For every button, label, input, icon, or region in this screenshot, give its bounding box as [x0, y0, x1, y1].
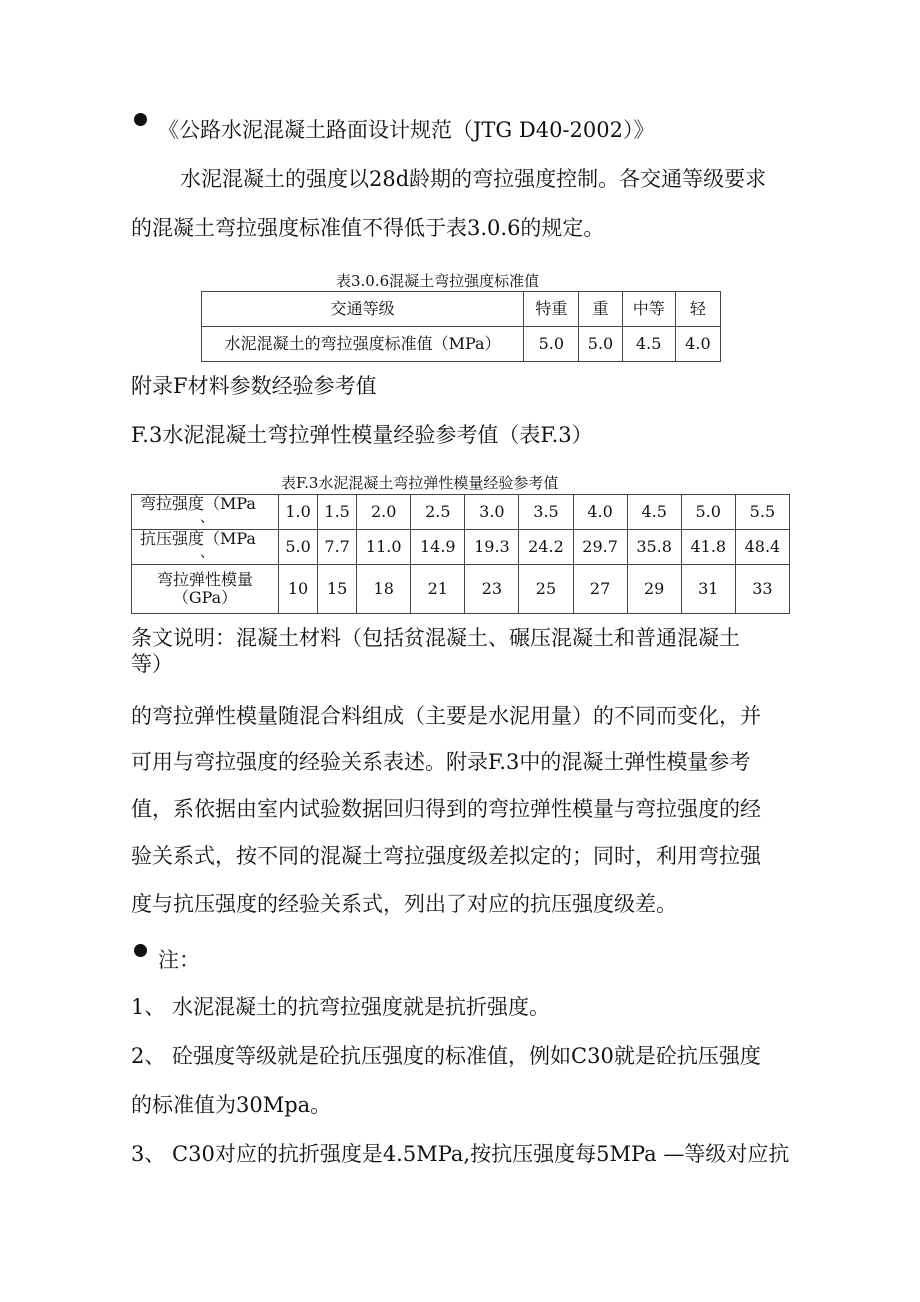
table-cell: 3.5	[519, 495, 573, 530]
table-cell: 1.0	[279, 495, 318, 530]
explanation-line: 值，系依据由室内试验数据回归得到的弯拉弹性模量与弯拉强度的经	[131, 797, 761, 821]
note-line: 的标准值为30Mpa。	[131, 1093, 332, 1117]
explanation-line: 条文说明：混凝土材料（包括贫混凝土、碾压混凝土和普通混凝土	[131, 626, 740, 650]
table-cell: 重	[579, 292, 622, 327]
table-cell: 10	[279, 565, 318, 614]
note-line: 1、 水泥混凝土的抗弯拉强度就是抗折强度。	[131, 995, 551, 1019]
explanation-line: 等）	[131, 652, 173, 676]
explanation-line: 度与抗压强度的经验关系式，列出了对应的抗压强度级差。	[131, 892, 677, 916]
table-row	[202, 292, 721, 327]
table-cell: 4.5	[627, 495, 681, 530]
row-label	[132, 530, 279, 565]
bullet-icon	[134, 113, 147, 126]
table-cell: 31	[681, 565, 735, 614]
table2	[131, 494, 790, 614]
subsection-title: F.3水泥混凝土弯拉弹性模量经验参考值（表F.3）	[131, 423, 593, 447]
row-label-text: 弯拉弹性模量	[156, 570, 253, 589]
table-cell: 24.2	[519, 530, 573, 565]
table-row	[202, 327, 721, 362]
row-label-mark: 、	[200, 510, 214, 526]
table-cell: 41.8	[681, 530, 735, 565]
explanation-line: 可用与弯拉强度的经验关系表述。附录F.3中的混凝土弹性模量参考	[131, 750, 751, 774]
explanation-line: 验关系式，按不同的混凝土弯拉强度级差拟定的；同时，利用弯拉强	[131, 844, 761, 868]
bullet-icon	[134, 944, 147, 957]
note-line: 2、 砼强度等级就是砼抗压强度的标准值，例如C30就是砼抗压强度	[131, 1044, 761, 1068]
table-cell: 23	[465, 565, 519, 614]
table-cell: 1.5	[318, 495, 357, 530]
table-row	[132, 495, 790, 530]
table-cell: 交通等级	[202, 292, 524, 327]
table-cell: 35.8	[627, 530, 681, 565]
table-cell: 2.0	[357, 495, 411, 530]
row-label-mark: 、	[200, 545, 214, 561]
table-cell: 4.5	[622, 327, 675, 362]
table-cell: 特重	[524, 292, 579, 327]
row-label-text: 抗压强度（MPa	[140, 529, 256, 548]
table-cell: 11.0	[357, 530, 411, 565]
table1	[201, 291, 721, 362]
note-line: 3、 C30对应的抗折强度是4.5MPa,按抗压强度每5MPa —等级对应抗	[131, 1142, 790, 1166]
table-cell: 18	[357, 565, 411, 614]
table-cell: 轻	[675, 292, 720, 327]
notes-title: 注：	[158, 948, 200, 972]
table-cell: 29	[627, 565, 681, 614]
table-cell: 14.9	[411, 530, 465, 565]
row-label	[132, 565, 279, 614]
explanation-line: 的弯拉弹性模量随混合料组成（主要是水泥用量）的不同而变化，并	[131, 704, 761, 728]
table-cell: 5.0	[579, 327, 622, 362]
paragraph-line: 的混凝土弯拉强度标准值不得低于表3.0.6的规定。	[131, 216, 605, 240]
table-cell: 5.5	[735, 495, 789, 530]
table-cell: 水泥混凝土的弯拉强度标准值（MPa）	[202, 327, 524, 362]
table-cell: 25	[519, 565, 573, 614]
table-cell: 4.0	[573, 495, 627, 530]
table-cell: 21	[411, 565, 465, 614]
table-cell: 3.0	[465, 495, 519, 530]
table-cell: 5.0	[681, 495, 735, 530]
table-cell: 15	[318, 565, 357, 614]
table-cell: 5.0	[279, 530, 318, 565]
table2-caption: 表F.3水泥混凝土弯拉弹性模量经验参考值	[281, 474, 559, 492]
row-label-text: 弯拉强度（MPa	[140, 494, 256, 513]
table-cell: 33	[735, 565, 789, 614]
table-row	[132, 565, 790, 614]
table-cell: 29.7	[573, 530, 627, 565]
table-cell: 中等	[622, 292, 675, 327]
section-title: 《公路水泥混凝土路面设计规范（JTG D40-2002）》	[158, 118, 655, 142]
table-cell: 2.5	[411, 495, 465, 530]
table1-caption: 表3.0.6混凝土弯拉强度标准值	[336, 272, 540, 290]
row-label	[132, 495, 279, 530]
row-label-unit: （GPa）	[172, 588, 238, 607]
paragraph-line: 水泥混凝土的强度以28d龄期的弯拉强度控制。各交通等级要求	[180, 167, 767, 191]
table-cell: 19.3	[465, 530, 519, 565]
table-cell: 7.7	[318, 530, 357, 565]
table-cell: 4.0	[675, 327, 720, 362]
table-row	[132, 530, 790, 565]
table-cell: 48.4	[735, 530, 789, 565]
appendix-title: 附录F材料参数经验参考值	[131, 374, 377, 398]
table-cell: 5.0	[524, 327, 579, 362]
table-cell: 27	[573, 565, 627, 614]
